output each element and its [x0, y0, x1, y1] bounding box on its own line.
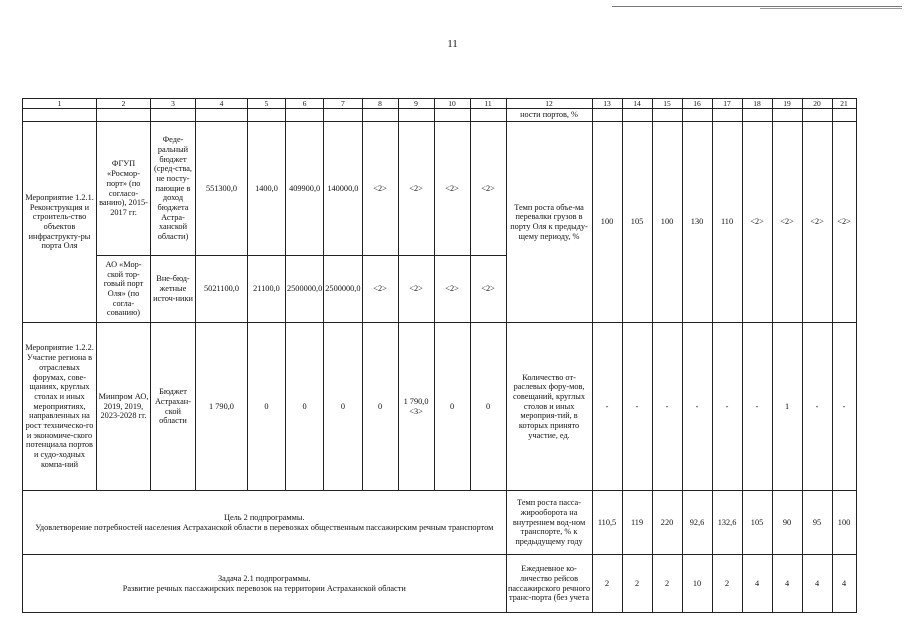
goal-title: Цель 2 подпрограммы. [223, 512, 305, 522]
page-number: 11 [447, 38, 458, 50]
value-cell: <2> [362, 122, 398, 256]
value-cell: 2500000,0 [324, 256, 362, 323]
indicator-value: 220 [652, 491, 682, 555]
goal-cell [23, 491, 507, 555]
indicator-value: 132,6 [712, 491, 742, 555]
col-num: 8 [362, 99, 398, 109]
col-num: 10 [434, 99, 470, 109]
indicator-value: 4 [742, 555, 772, 613]
value-cell: <2> [398, 122, 434, 256]
executor-cell: Минпром АО, 2019, 2019, 2023-2028 гг. [97, 323, 151, 491]
col-num: 6 [286, 99, 324, 109]
value-cell: 5021100,0 [196, 256, 248, 323]
indicator-value: 2 [652, 555, 682, 613]
col-num: 13 [592, 99, 622, 109]
col-num: 2 [97, 99, 151, 109]
indicator-value: 4 [832, 555, 856, 613]
value-cell: 0 [248, 323, 286, 491]
table-row [23, 323, 857, 491]
indicator-value: 119 [622, 491, 652, 555]
col-num: 7 [324, 99, 362, 109]
value-cell: 2500000,0 [286, 256, 324, 323]
value-cell: 21100,0 [248, 256, 286, 323]
value-cell: 0 [286, 323, 324, 491]
col-num: 20 [802, 99, 832, 109]
indicator-value: <2> [742, 122, 772, 323]
col-num: 21 [832, 99, 856, 109]
value-cell: 0 [362, 323, 398, 491]
indicator-value: 105 [742, 491, 772, 555]
indicator-value: 2 [592, 555, 622, 613]
indicator-value: 100 [652, 122, 682, 323]
indicator-value: 100 [832, 491, 856, 555]
col-num: 5 [248, 99, 286, 109]
indicator-cell: Темп роста объе-ма перевалки грузов в порту Оля к предыду-щему периоду, % [506, 122, 592, 323]
measure-cell: Мероприятие 1.2.2. Участие региона в отраслевых форумах, сове-щаниях, круглых столах и иных мероприятиях, направленных на рост техническо-го и экономиче-ского потенциала портов и судо-ходных компа-ний [23, 323, 97, 491]
indicator-cell: Темп роста пасса-жирооборота на внутреннем вод-ном транспорте, % к предыдущему году [506, 491, 592, 555]
indicator-value: <2> [772, 122, 802, 323]
col-num: 14 [622, 99, 652, 109]
task-text: Развитие речных пассажирских перевозок на территории Астраханской области [122, 583, 406, 593]
indicator-cell: Количество от-раслевых фору-мов, совещаний, круглых столов и иных мероприя-тий, в которых принято участие, ед. [506, 323, 592, 491]
col-num: 4 [196, 99, 248, 109]
indicator-value: - [802, 323, 832, 491]
indicator-value: - [682, 323, 712, 491]
indicator-value: 1 [772, 323, 802, 491]
goal-row [23, 491, 857, 555]
indicator-value: 100 [592, 122, 622, 323]
value-cell: <2> [362, 256, 398, 323]
measure-cell: Мероприятие 1.2.1. Реконструкция и строитель-ство объектов инфраструкту-ры порта Оля [23, 122, 97, 323]
col-num: 11 [470, 99, 506, 109]
col-num: 16 [682, 99, 712, 109]
goal-text: Удовлетворение потребностей населения Астраханской области в перевозках общественным пассажирским речным транспортом [35, 522, 494, 532]
table-row [23, 122, 857, 256]
column-number-row [23, 99, 857, 109]
executor-cell: АО «Мор-ской тор-говый порт Оля» (по согла-сованию) [97, 256, 151, 323]
value-cell: 409900,0 [286, 122, 324, 256]
continuation-row [23, 109, 857, 122]
value-cell: 551300,0 [196, 122, 248, 256]
value-cell: 1 790,0 <3> [398, 323, 434, 491]
indicator-value: 110 [712, 122, 742, 323]
indicator-value: - [592, 323, 622, 491]
executor-cell: ФГУП «Росмор-порт» (по согласо-ванию), 2015-2017 гг. [97, 122, 151, 256]
indicator-value: - [712, 323, 742, 491]
indicator-value: 105 [622, 122, 652, 323]
indicator-value: - [652, 323, 682, 491]
col-num: 1 [23, 99, 97, 109]
value-cell: <2> [434, 256, 470, 323]
task-title: Задача 2.1 подпрограммы. [218, 573, 311, 583]
indicator-value: 130 [682, 122, 712, 323]
col-num: 12 [506, 99, 592, 109]
value-cell: 0 [470, 323, 506, 491]
source-cell: Феде-ральный бюджет (сред-ства, не посту-пающие в доход бюджета Астра-ханской области) [151, 122, 196, 256]
value-cell: <2> [434, 122, 470, 256]
source-cell: Вне-бюд-жетные источ-ники [151, 256, 196, 323]
task-row [23, 555, 857, 613]
col-num: 15 [652, 99, 682, 109]
indicator-value: - [742, 323, 772, 491]
indicator-value: 92,6 [682, 491, 712, 555]
col-num: 9 [398, 99, 434, 109]
value-cell: <2> [470, 122, 506, 256]
value-cell: 0 [324, 323, 362, 491]
continuation-text: ности портов, % [506, 109, 592, 122]
indicator-value: 95 [802, 491, 832, 555]
task-cell [23, 555, 507, 613]
top-rule [612, 6, 902, 7]
value-cell: 140000,0 [324, 122, 362, 256]
value-cell: 1 790,0 [196, 323, 248, 491]
col-num: 18 [742, 99, 772, 109]
indicator-value: 110,5 [592, 491, 622, 555]
indicator-value: 2 [622, 555, 652, 613]
value-cell: 0 [434, 323, 470, 491]
col-num: 3 [151, 99, 196, 109]
indicator-cell: Ежедневное ко-личество рейсов пассажирского речного транс-порта (без учета [506, 555, 592, 613]
indicator-value: - [622, 323, 652, 491]
indicator-value: <2> [802, 122, 832, 323]
indicator-value: - [832, 323, 856, 491]
col-num: 17 [712, 99, 742, 109]
indicator-value: 4 [802, 555, 832, 613]
indicator-value: 4 [772, 555, 802, 613]
col-num: 19 [772, 99, 802, 109]
indicator-value: <2> [832, 122, 856, 323]
source-cell: Бюджет Астрахан-ской области [151, 323, 196, 491]
value-cell: 1400,0 [248, 122, 286, 256]
top-rule-short [760, 8, 902, 9]
value-cell: <2> [398, 256, 434, 323]
indicator-value: 90 [772, 491, 802, 555]
program-table [22, 98, 857, 613]
value-cell: <2> [470, 256, 506, 323]
indicator-value: 2 [712, 555, 742, 613]
indicator-value: 10 [682, 555, 712, 613]
